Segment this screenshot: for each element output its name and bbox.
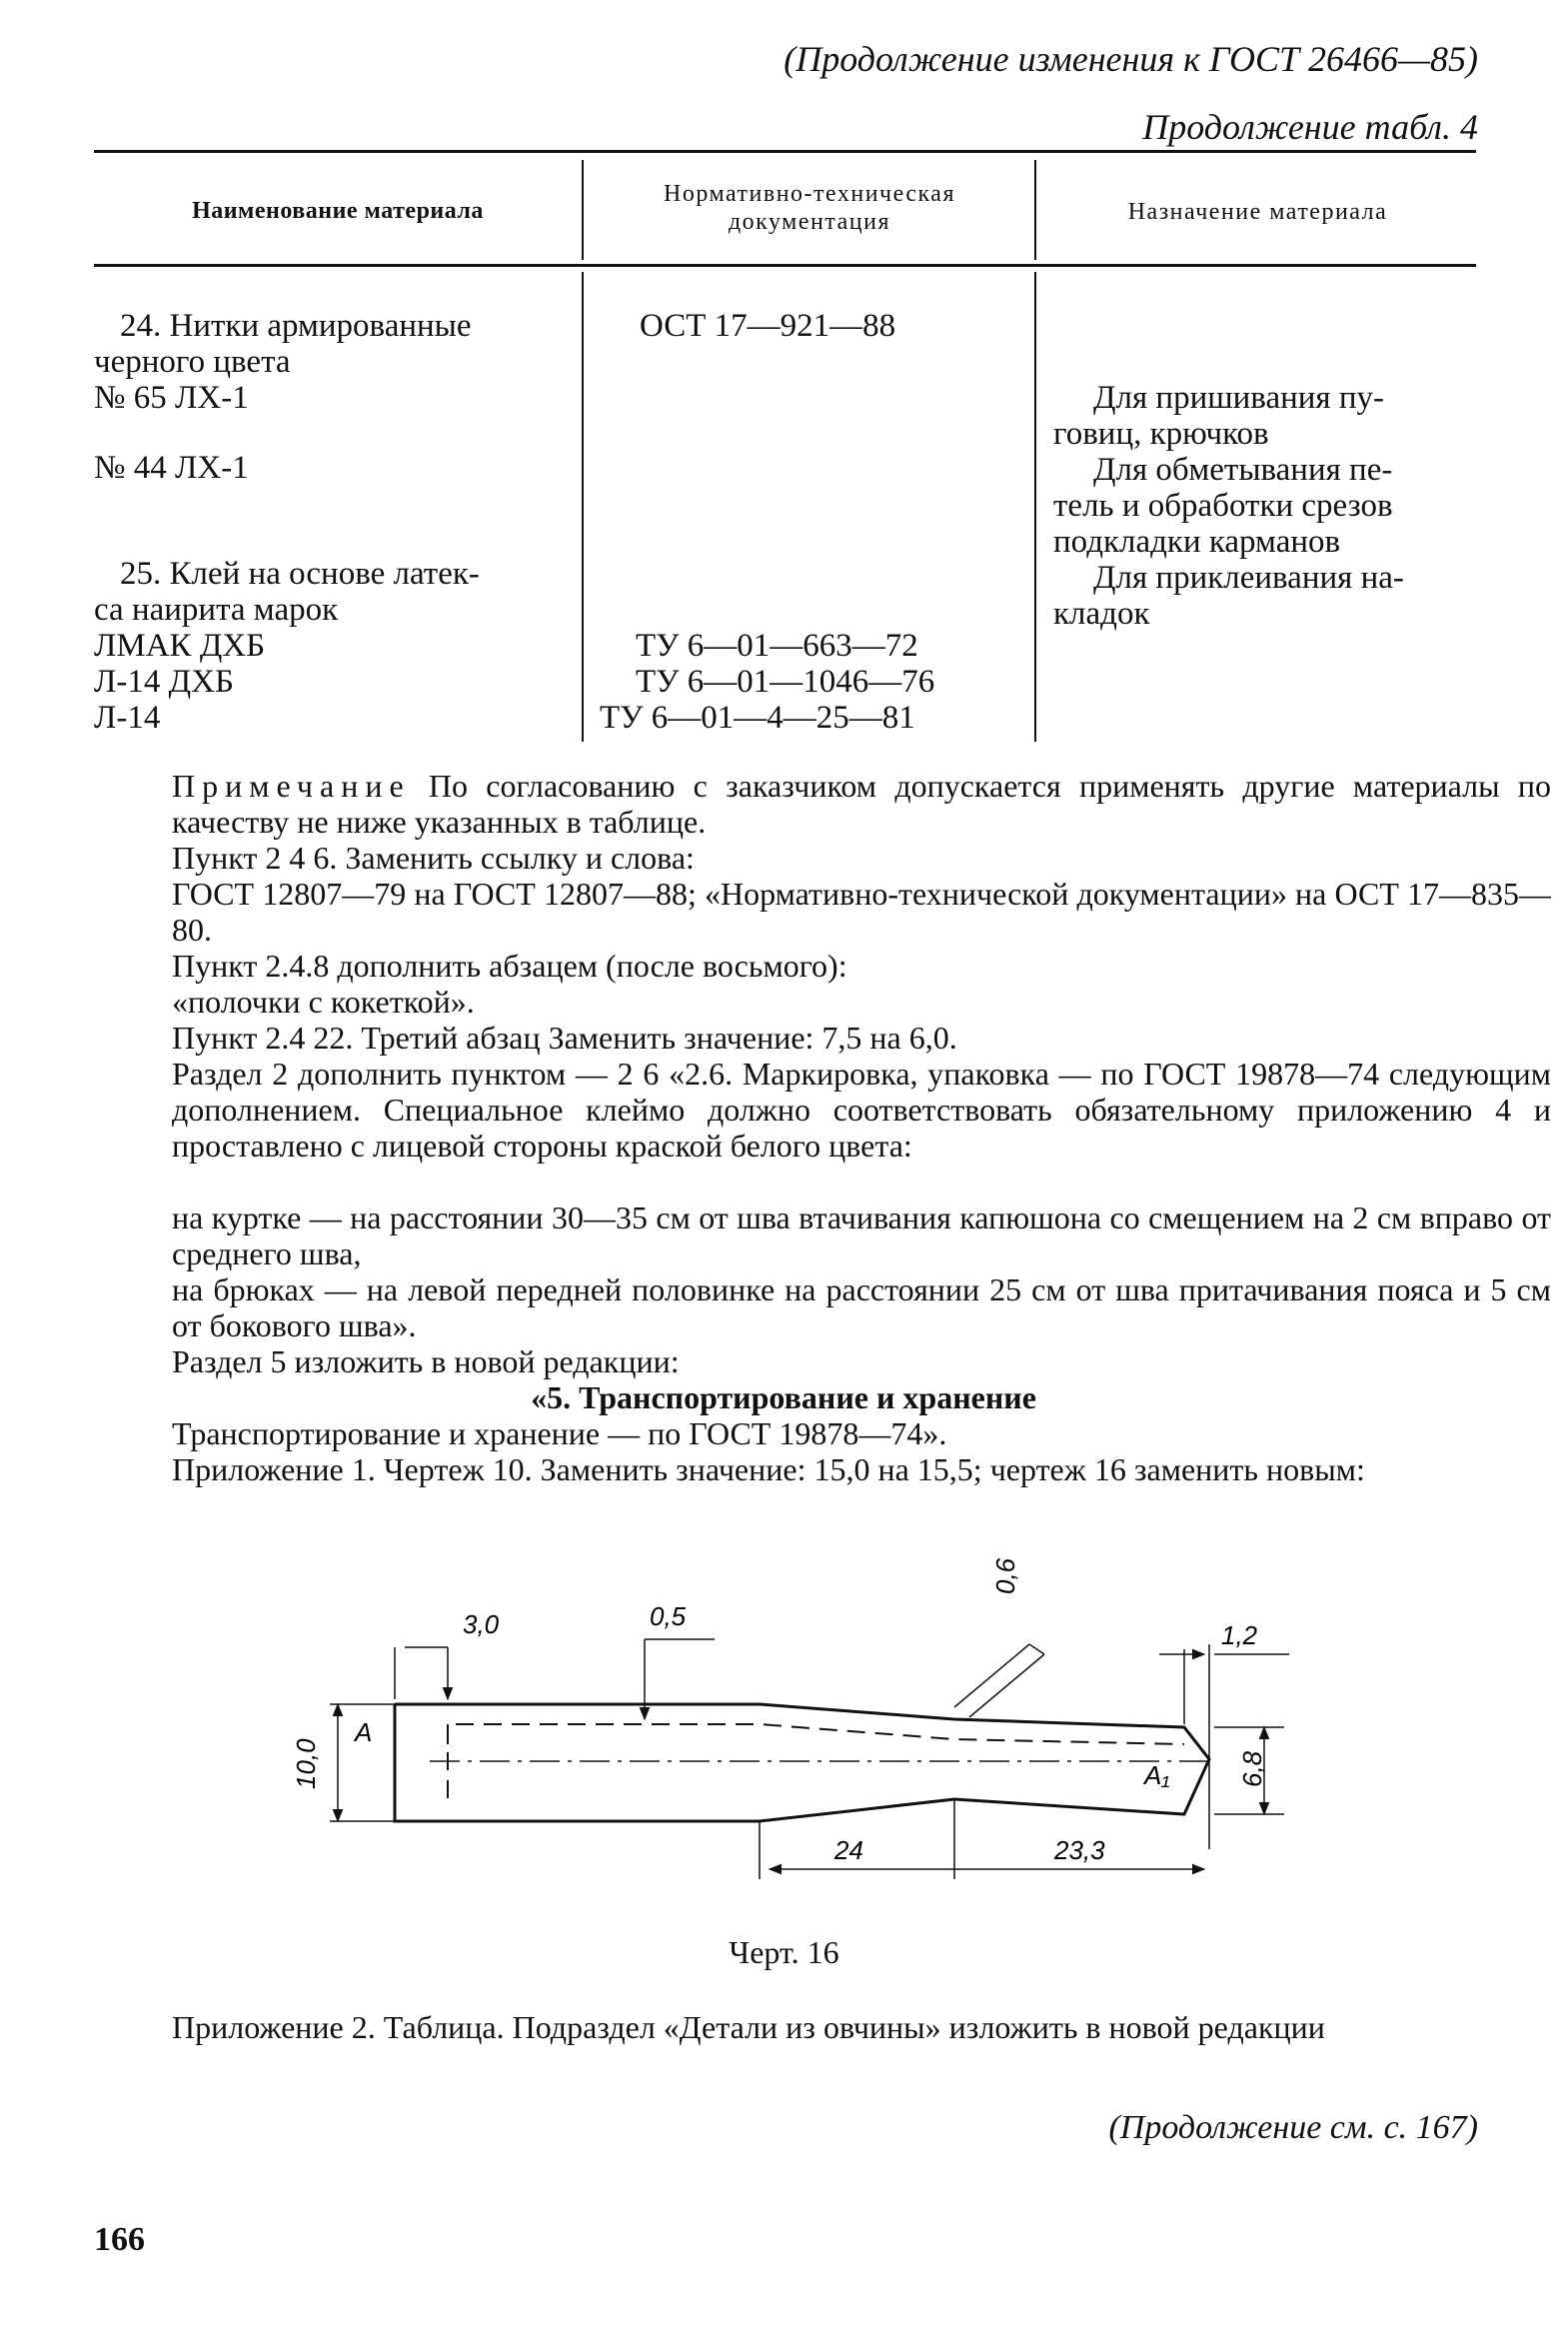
dimension-6-8: 6,8 (1237, 1750, 1267, 1787)
header-continuation: (Продолжение изменения к ГОСТ 26466—85) (784, 39, 1478, 79)
doc-tu-1046-76: ТУ 6—01—1046—76 (636, 664, 935, 700)
paragraph-8: на брюках — на левой передней половинке на расстоянии 25 см от шва притачивания пояса и 5 см от бокового шва». (172, 1271, 1551, 1343)
doc-ost-17-921-88: ОСТ 17—921—88 (640, 308, 896, 344)
label-a: A (355, 1717, 373, 1747)
table-continuation-label: Продолжение табл. 4 (1142, 107, 1478, 147)
continued-label: (Продолжение см. с. 167) (1108, 2109, 1478, 2146)
purpose-1-line-2: говиц, крючков (1053, 416, 1269, 452)
note-label: Примечание (172, 768, 411, 804)
dimension-1-2: 1,2 (1221, 1620, 1258, 1650)
paragraph-5: Пункт 2.4 22. Третий абзац Заменить значение: 7,5 на 6,0. (172, 1020, 957, 1056)
dimension-24: 24 (834, 1835, 863, 1865)
purpose-2-line-1: Для обметывания пе- (1093, 452, 1393, 488)
dimension-0-6: 0,6 (990, 1557, 1020, 1594)
purpose-2-line-2: тель и обработки срезов (1053, 488, 1393, 524)
label-a1: A₁ (1144, 1760, 1170, 1790)
purpose-1-line-1: Для пришивания пу- (1093, 380, 1384, 416)
purpose-3-line-2: кладок (1053, 596, 1150, 632)
material-25-line-1: 25. Клей на основе латек- (120, 556, 480, 592)
drawing-caption: Черт. 16 (729, 1934, 839, 1970)
material-25-line-4: Л-14 ДХБ (94, 664, 234, 700)
doc-tu-4-25-81: ТУ 6—01—4—25—81 (600, 700, 915, 736)
purpose-3-line-1: Для приклеивания на- (1093, 560, 1404, 596)
section-title: «5. Транспортирование и хранение (531, 1379, 1036, 1415)
paragraph-1: Пункт 2 4 6. Заменить ссылку и слова: (172, 840, 695, 876)
dimension-0-5: 0,5 (650, 1601, 687, 1631)
note-text: По согласованию с заказчиком допускается применять другие материалы по качеству не ниже указанных в таблице. (172, 768, 1551, 840)
material-24-line-1: 24. Нитки армированные (120, 308, 472, 344)
paragraph-6: Раздел 2 дополнить пунктом — 2 6 «2.6. Маркировка, упаковка — по ГОСТ 19878—74 следующим дополнением. Специальное клеймо должно соответствовать обязательному приложению 4 и проставлено с лицевой стороны краской белого цвета: (172, 1056, 1551, 1164)
paragraph-9: Раздел 5 изложить в новой редакции: (172, 1343, 680, 1379)
paragraph-10: Транспортирование и хранение — по ГОСТ 19878—74». (172, 1415, 947, 1451)
paragraph-2: ГОСТ 12807—79 на ГОСТ 12807—88; «Нормативно-технической документации» на ОСТ 17—835—80. (172, 876, 1551, 948)
paragraph-3: Пункт 2.4.8 дополнить абзацем (после восьмого): (172, 948, 847, 984)
dimension-3-0: 3,0 (463, 1609, 500, 1639)
material-25-line-5: Л-14 (94, 700, 161, 736)
part-outline (395, 1704, 1209, 1821)
paragraph-11: Приложение 1. Чертеж 10. Заменить значение: 15,0 на 15,5; чертеж 16 заменить новым: (172, 1451, 1365, 1487)
material-24-line-2: черного цвета (94, 344, 291, 380)
paragraph-7: на куртке — на расстоянии 30—35 см от шва втачивания капюшона со смещением на 2 см вправо от среднего шва, (172, 1199, 1551, 1271)
page-number: 166 (94, 2221, 145, 2258)
column-header-documentation: Нормативно-техническая документация (664, 181, 955, 235)
dimension-10-0: 10,0 (291, 1738, 321, 1789)
doc-tu-663-72: ТУ 6—01—663—72 (636, 628, 918, 664)
material-24-line-3: № 65 ЛХ-1 (94, 380, 249, 416)
dimension-lines (330, 1639, 1289, 1879)
column-header-purpose: Назначение материала (1127, 199, 1388, 225)
material-24-line-4: № 44 ЛХ-1 (94, 450, 249, 486)
purpose-2-line-3: подкладки карманов (1053, 524, 1341, 560)
paragraph-12: Приложение 2. Таблица. Подраздел «Детали из овчины» изложить в новой редакции (172, 2009, 1325, 2045)
material-25-line-2: са наирита марок (94, 592, 339, 628)
column-header-material: Наименование материала (192, 198, 484, 224)
dimension-23-3: 23,3 (1054, 1835, 1105, 1865)
material-25-line-3: ЛМАК ДХБ (94, 628, 266, 664)
paragraph-4: «полочки с кокеткой». (172, 984, 475, 1020)
